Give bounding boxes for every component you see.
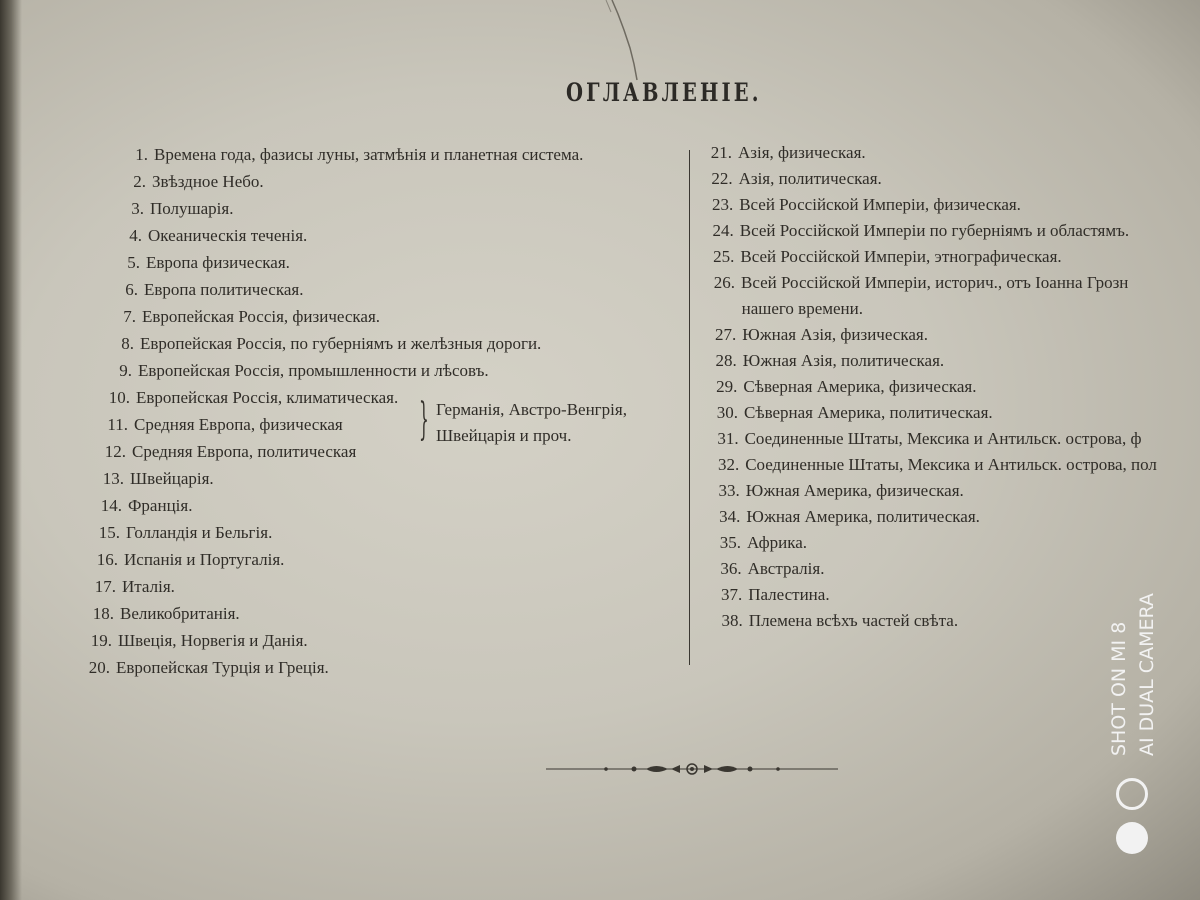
toc-entry-title: Всей Россійской Имперіи по губерніямъ и областямъ.	[739, 221, 1130, 240]
toc-entry-number: 18.	[92, 604, 114, 623]
toc-entry-number: 19.	[90, 631, 112, 650]
toc-entry-number: 5.	[127, 253, 140, 272]
toc-entry	[706, 403, 1195, 423]
toc-entry-title: Европейская Россія, по губерніямъ и желѣзныя дороги.	[140, 334, 542, 353]
toc-entry-number: 14.	[100, 496, 122, 515]
toc-entry-number: 29.	[716, 377, 738, 396]
toc-entry-title: Южная Азія, физическая.	[742, 325, 928, 344]
toc-entry-number: 3.	[131, 199, 144, 218]
toc-entry-number: 9.	[119, 361, 132, 380]
toc-entry-number: 28.	[715, 351, 737, 370]
toc-entry-number: 21.	[710, 143, 732, 162]
toc-entry-number: 17.	[94, 577, 116, 596]
toc-entry-number: 4.	[129, 226, 142, 245]
ornament-divider	[546, 762, 838, 776]
toc-entry-title: Азія, физическая.	[738, 143, 866, 162]
toc-entry-title: Соединенные Штаты, Мексика и Антильск. острова, пол	[745, 455, 1157, 474]
toc-entry-number: 24.	[712, 221, 734, 240]
toc-entry-title: Южная Америка, политическая.	[746, 507, 980, 526]
toc-entry	[112, 145, 583, 165]
toc-entry-title: Швейцарія.	[130, 469, 214, 488]
toc-entry-number: 25.	[713, 247, 735, 266]
toc-entry-title: Времена года, фазисы луны, затмѣнія и планетная система.	[154, 145, 584, 164]
toc-entry	[709, 533, 1195, 553]
toc-entry-number: 13.	[102, 469, 124, 488]
watermark-line1: SHOT ON MI 8	[1108, 621, 1130, 756]
toc-entry-title: Сѣверная Америка, физическая.	[743, 377, 977, 396]
toc-entry-number: 35.	[719, 533, 741, 552]
toc-entry-number: 27.	[714, 325, 737, 344]
toc-entry-title: Испанія и Португалія.	[124, 550, 285, 569]
watermark-ring-icon	[1116, 778, 1148, 810]
column-divider	[689, 150, 690, 665]
toc-entry	[78, 604, 240, 624]
watermark-dot-icon	[1116, 822, 1148, 854]
toc-entry	[106, 226, 307, 246]
toc-entry	[705, 377, 1195, 397]
toc-entry-title: Европейская Россія, физическая.	[142, 307, 381, 326]
toc-entry	[704, 325, 1195, 345]
toc-entry	[708, 481, 1195, 501]
toc-entry-title: Южная Азія, политическая.	[742, 351, 945, 370]
toc-entry-title: Европа политическая.	[144, 280, 304, 299]
toc-entry-number: 36.	[720, 559, 742, 578]
toc-entry-title: Европейская Турція и Греція.	[116, 658, 329, 677]
brace-symbol: }	[419, 394, 429, 445]
toc-entry	[84, 523, 272, 543]
toc-entry-title: Звѣздное Небо.	[152, 172, 264, 191]
toc-entry	[702, 221, 1195, 241]
brace-note-line1: Германія, Австро-Венгрія,	[436, 400, 627, 419]
toc-entry	[88, 469, 214, 489]
toc-entry-number: 26.	[713, 273, 735, 292]
toc-entry	[104, 253, 290, 273]
toc-entry	[108, 199, 233, 219]
toc-entry-title: Италія.	[122, 577, 175, 596]
toc-entry-number: 12.	[104, 442, 126, 461]
toc-entry-title: Швеція, Норвегія и Данія.	[118, 631, 308, 650]
toc-entry-title: Племена всѣхъ частей свѣта.	[748, 611, 959, 630]
toc-entry-number: 7.	[123, 307, 136, 326]
toc-entry-title: Австралія.	[747, 559, 825, 578]
toc-entry-title: нашего времени.	[741, 299, 863, 318]
toc-entry	[74, 658, 329, 678]
toc-entry-title: Франція.	[128, 496, 193, 515]
toc-entry	[110, 172, 264, 192]
toc-entry-number: 37.	[720, 585, 743, 604]
toc-entry	[701, 169, 1195, 189]
toc-entry	[703, 273, 1195, 293]
toc-entry-title: Средняя Европа, физическая	[134, 415, 343, 434]
toc-entry	[707, 429, 1195, 449]
page-title: ОГЛАВЛЕНІЕ.	[566, 78, 762, 107]
toc-entry-number: 23.	[711, 195, 734, 214]
toc-entry	[92, 415, 343, 435]
toc-entry-title: Европейская Россія, промышленности и лѣсовъ.	[138, 361, 489, 380]
toc-entry	[708, 507, 1195, 527]
toc-entry	[86, 496, 192, 516]
toc-entry-number: 31.	[717, 429, 739, 448]
toc-entry	[80, 577, 175, 597]
toc-entry-title: Сѣверная Америка, политическая.	[744, 403, 993, 422]
toc-entry-number: 20.	[88, 658, 110, 677]
toc-entry	[76, 631, 308, 651]
toc-entry-title: Африка.	[747, 533, 808, 552]
toc-entry-title: Всей Россійской Имперіи, историч., отъ Іоанна Грозн	[741, 273, 1129, 292]
toc-entry-title: Азія, политическая.	[738, 169, 882, 188]
toc-entry-number: 8.	[121, 334, 134, 353]
toc-entry-title: Великобританія.	[120, 604, 240, 623]
toc-entry-number: 2.	[133, 172, 146, 191]
toc-entry-number: 1.	[135, 145, 148, 164]
toc-entry	[94, 388, 398, 408]
toc-entry-number: 30.	[716, 403, 738, 422]
toc-entry	[96, 361, 489, 381]
toc-entry	[82, 550, 284, 570]
toc-entry-title: Средняя Европа, политическая	[132, 442, 357, 461]
toc-entry-number: 33.	[718, 481, 740, 500]
toc-entry	[702, 247, 1195, 267]
toc-entry-title: Голландія и Бельгія.	[126, 523, 273, 542]
page-edge-shadow	[0, 0, 22, 900]
toc-entry-title: Полушарія.	[150, 199, 234, 218]
toc-entry-number: 32.	[717, 455, 740, 474]
camera-watermark	[1098, 560, 1178, 880]
toc-entry	[705, 351, 1195, 371]
toc-entry	[704, 299, 1195, 319]
toc-entry-title: Всей Россійской Имперіи, этнографическая.	[740, 247, 1062, 266]
toc-entry	[98, 334, 541, 354]
toc-entry-number: 38.	[721, 611, 743, 630]
toc-entry-number: 15.	[98, 523, 120, 542]
toc-entry	[90, 442, 356, 462]
toc-entry-number: 6.	[125, 280, 138, 299]
toc-entry-title: Европа физическая.	[146, 253, 290, 272]
toc-entry	[707, 455, 1195, 475]
toc-entry-title: Всей Россійской Имперіи, физическая.	[739, 195, 1021, 214]
brace-note-line2: Швейцарія и проч.	[436, 426, 572, 445]
toc-entry	[102, 280, 303, 300]
toc-entry-title: Европейская Россія, климатическая.	[136, 388, 399, 407]
toc-entry-number: 11.	[107, 415, 128, 434]
toc-entry-number: 16.	[96, 550, 118, 569]
toc-entry-title: Океаническія теченія.	[148, 226, 308, 245]
toc-entry-title: Южная Америка, физическая.	[745, 481, 964, 500]
toc-entry	[100, 307, 380, 327]
toc-entry-title: Палестина.	[748, 585, 830, 604]
toc-entry	[700, 143, 1195, 163]
toc-entry-number: 34.	[719, 507, 741, 526]
toc-entry-title: Соединенные Штаты, Мексика и Антильск. острова, ф	[744, 429, 1142, 448]
toc-entry	[701, 195, 1195, 215]
toc-entry-number: 10.	[108, 388, 130, 407]
toc-entry-number: 22.	[711, 169, 733, 188]
watermark-line2: AI DUAL CAMERA	[1136, 593, 1158, 756]
